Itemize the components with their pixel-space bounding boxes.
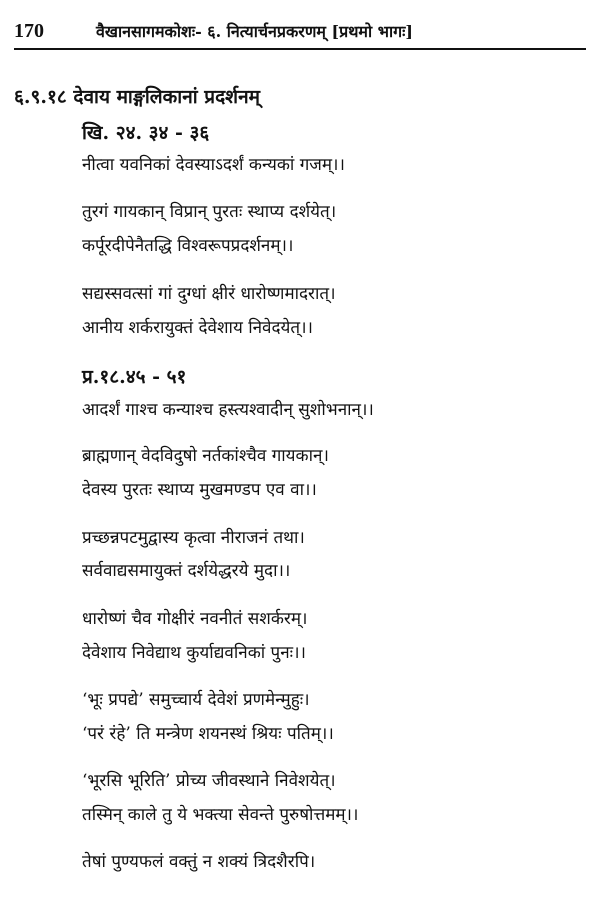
verse-line: ‘भूः प्रपद्ये’ समुच्चार्य देवेशं प्रणमेन्मुहुः। [82,690,310,710]
verse-line: आनीय शर्करायुक्तं देवेशाय निवेदयेत्।। [82,318,313,338]
verse-line: सद्यस्सवत्सां गां दुग्धां क्षीरं धारोष्णमादरात्। [82,284,336,304]
passage-ref-2: प्र.१८.४५ - ५१ [82,366,187,388]
verse-line: नीत्वा यवनिकां देवस्याऽदर्शं कन्यकां गजम्।। [82,155,345,175]
page-number: 170 [14,20,44,42]
verse-line: सर्ववाद्यसमायुक्तं दर्शयेद्धरये मुदा।। [82,561,291,581]
verse-line: देवेशाय निवेद्याथ कुर्याद्यवनिकां पुनः।। [82,643,306,663]
verse-line: आदर्शं गाश्च कन्याश्च हस्त्यश्वादीन् सुशोभनान्।। [82,400,374,420]
verse-line: कर्पूरदीपेनैतद्धि विश्वरूपप्रदर्शनम्।। [82,236,294,256]
running-title: वैखानसागमकोशः- ६. नित्यार्चनप्रकरणम् [प्रथमो भागः] [96,22,413,41]
verse-line: देवस्य पुरतः स्थाप्य मुखमण्डप एव वा।। [82,480,317,500]
page-header [14,14,586,48]
verse-line: प्रच्छन्नपटमुद्वास्य कृत्वा नीराजनं तथा। [82,528,305,548]
verse-line: ब्राह्मणान् वेदविदुषो नर्तकांश्चैव गायकान्। [82,446,329,466]
verse-line: तस्मिन् काले तु ये भक्त्या सेवन्ते पुरुषोत्तमम्।। [82,805,359,825]
verse-line: तुरगं गायकान् विप्रान् पुरतः स्थाप्य दर्शयेत्। [82,202,337,222]
verse-line: ‘भूरसि भूरिति’ प्रोच्य जीवस्थाने निवेशयेत्। [82,771,336,791]
section-heading: ६.९.१८ देवाय माङ्गलिकानां प्रदर्शनम् [14,86,261,108]
passage-ref-1: खि. २४. ३४ - ३६ [82,122,210,144]
header-rule [14,48,586,50]
verse-line: तेषां पुण्यफलं वक्तुं न शक्यं त्रिदशैरपि। [82,852,316,872]
verse-line: ‘परं रंहे’ ति मन्त्रेण शयनस्थं श्रियः पतिम्।। [82,724,334,744]
verse-line: धारोष्णं चैव गोक्षीरं नवनीतं सशर्करम्। [82,609,308,629]
